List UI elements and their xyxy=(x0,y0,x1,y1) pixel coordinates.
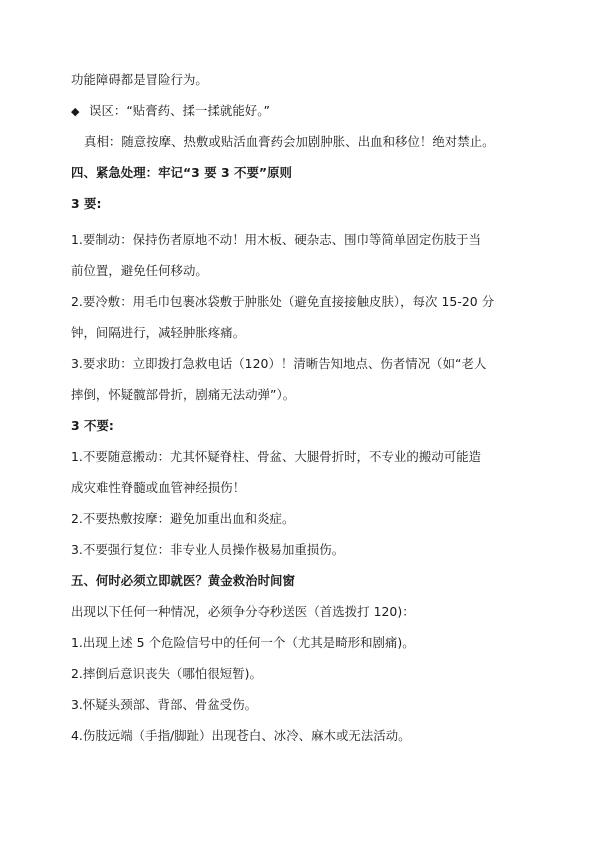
diamond-bullet-icon: ◆ xyxy=(71,105,80,118)
list-item-line: 2.要冷敷：用毛巾包裹冰袋敷于肿胀处（避免直接接触皮肤），每次 15-20 分 xyxy=(71,294,495,309)
list-item-line: 3.怀疑头颈部、背部、骨盆受伤。 xyxy=(71,697,258,712)
subheading-dos: 3 要: xyxy=(71,196,102,211)
list-item-line: 1.出现上述 5 个危险信号中的任何一个（尤其是畸形和剧痛)。 xyxy=(71,635,415,650)
list-item-line: 成灾难性脊髓或血管神经损伤！ xyxy=(71,480,246,495)
myth-text: 误区：“贴膏药、揉一揉就能好。” xyxy=(89,103,270,118)
list-item-line: 3.不要强行复位：非专业人员操作极易加重损伤。 xyxy=(71,542,345,557)
list-item-line: 3.要求助：立即拨打急救电话（120）！清晰告知地点、伤者情况（如“老人 xyxy=(71,356,487,371)
paragraph-line: 功能障碍都是冒险行为。 xyxy=(71,72,208,87)
truth-line: 真相：随意按摩、热敷或贴活血膏药会加剧肿胀、出血和移位！绝对禁止。 xyxy=(84,134,495,149)
subheading-donts: 3 不要: xyxy=(71,418,114,433)
list-item-line: 摔倒，怀疑髋部骨折，剧痛无法动弹”）。 xyxy=(71,387,296,402)
list-item-line: 前位置，避免任何移动。 xyxy=(71,263,208,278)
list-item-line: 2.不要热敷按摩：避免加重出血和炎症。 xyxy=(71,511,295,526)
list-item-line: 1.不要随意搬动：尤其怀疑脊柱、骨盆、大腿骨折时，不专业的搬动可能造 xyxy=(71,449,482,464)
list-item-line: 1.要制动：保持伤者原地不动！用木板、硬杂志、围巾等简单固定伤肢于当 xyxy=(71,232,482,247)
paragraph-line: 出现以下任何一种情况，必须争分夺秒送医（首选拨打 120)： xyxy=(71,604,415,619)
list-item-line: 钟，间隔进行，减轻肿胀疼痛。 xyxy=(71,325,246,340)
list-item-line: 2.摔倒后意识丧失（哪怕很短暂)。 xyxy=(71,666,262,681)
list-item-line: 4.伤肢远端（手指/脚趾）出现苍白、冰冷、麻木或无法活动。 xyxy=(71,728,411,743)
section-heading-emergency: 四、紧急处理：牢记“3 要 3 不要”原则 xyxy=(71,165,292,180)
section-heading-when-to-see-doctor: 五、何时必须立即就医？黄金救治时间窗 xyxy=(71,573,295,588)
myth-line xyxy=(71,103,270,120)
